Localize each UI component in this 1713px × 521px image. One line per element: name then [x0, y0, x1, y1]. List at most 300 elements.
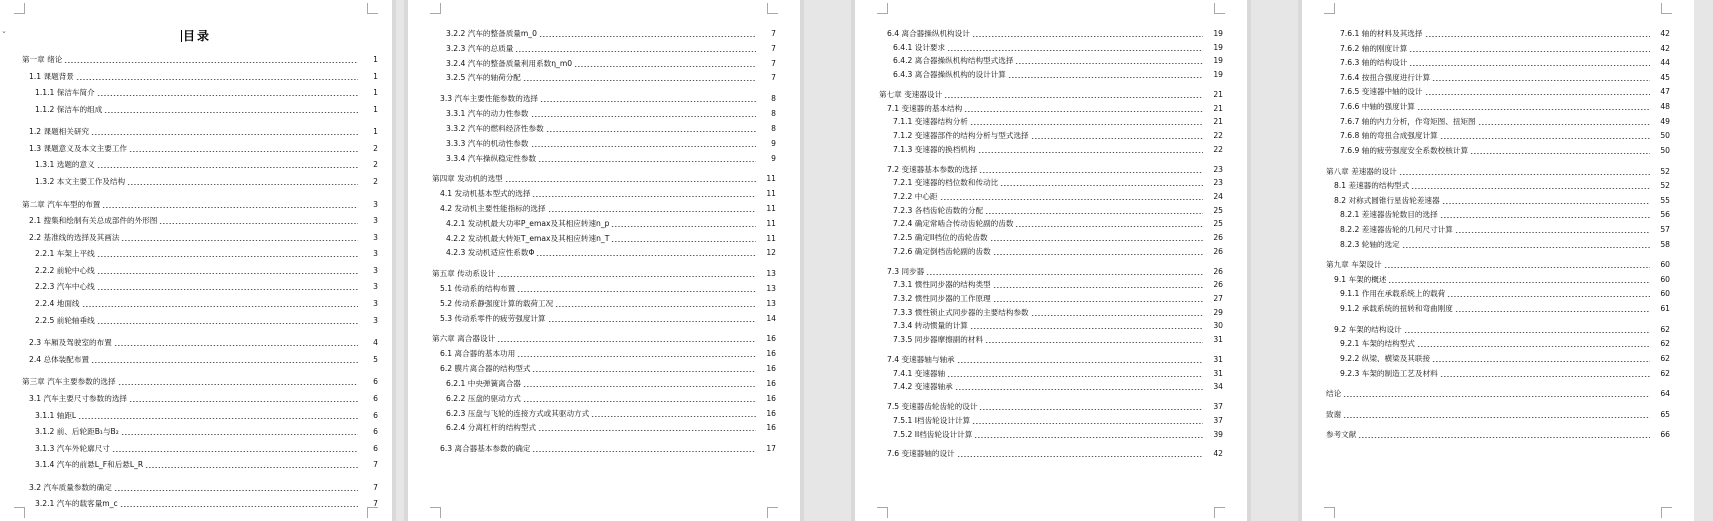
- dot-leader: [972, 36, 1203, 37]
- toc-entry[interactable]: [440, 349, 776, 359]
- toc-entry[interactable]: [887, 165, 1223, 175]
- toc-entry-title: 6.1 离合器的基本功用: [440, 349, 516, 358]
- dot-leader: [1425, 94, 1651, 95]
- dot-leader: [531, 116, 757, 117]
- toc-entry-title: 1.3 课题意义及本文主要工作: [29, 144, 128, 153]
- toc-entry-page-number: 57: [1660, 225, 1670, 234]
- toc-entry-title: 8.2 对称式圆锥行星齿轮差速器: [1334, 196, 1440, 205]
- dot-leader: [118, 384, 358, 385]
- toc-entry-title: 8.2.3 轮轴的选定: [1340, 240, 1400, 249]
- dot-leader: [1404, 332, 1650, 333]
- toc-entry[interactable]: [1340, 87, 1670, 97]
- toc-entry-title: 1.1.2 保洁车的组成: [35, 105, 103, 114]
- toc-entry[interactable]: [446, 124, 776, 134]
- toc-entry-title: 3.3.1 汽车的动力性参数: [446, 109, 529, 118]
- toc-entry[interactable]: [29, 144, 378, 154]
- toc-entry-page-number: 27: [1213, 294, 1223, 303]
- toc-entry-title: 7.2.4 确定常啮合传动齿轮副的齿数: [893, 219, 1014, 228]
- toc-entry-title: 7.4 变速器轴与轴承: [887, 355, 955, 364]
- toc-entry-page-number: 1: [373, 105, 378, 114]
- toc-entry-title: 7.1 变速器的基本结构: [887, 104, 963, 113]
- dot-leader: [1440, 138, 1650, 139]
- toc-entry[interactable]: [440, 204, 776, 214]
- toc-entry[interactable]: [1340, 146, 1670, 156]
- toc-entry[interactable]: [1326, 389, 1670, 399]
- toc-entry-page-number: 45: [1660, 73, 1670, 82]
- toc-entry[interactable]: [446, 379, 776, 389]
- toc-entry-page-number: 31: [1213, 355, 1223, 364]
- dot-leader: [955, 389, 1203, 390]
- toc-entry-title: 2.2 基准线的选择及其画法: [29, 233, 120, 242]
- toc-entry-title: 5.1 传动系的结构布置: [440, 284, 516, 293]
- toc-entry[interactable]: [887, 402, 1223, 412]
- toc-entry[interactable]: [1340, 339, 1670, 349]
- crop-mark: [430, 3, 441, 14]
- toc-entry-page-number: 7: [771, 44, 776, 53]
- toc-entry[interactable]: [1340, 117, 1670, 127]
- toc-entry[interactable]: [29, 483, 378, 493]
- toc-entry[interactable]: [1326, 430, 1670, 440]
- toc-entry-page-number: 19: [1213, 56, 1223, 65]
- toc-entry-page-number: 49: [1660, 117, 1670, 126]
- toc-entry-title: 7.6 变速器轴的设计: [887, 449, 955, 458]
- toc-entry[interactable]: [29, 216, 378, 226]
- toc-entry-page-number: 60: [1660, 289, 1670, 298]
- toc-entry[interactable]: [446, 109, 776, 119]
- toc-entry[interactable]: [22, 200, 378, 210]
- dot-leader: [532, 451, 756, 452]
- toc-entry-page-number: 6: [373, 411, 378, 420]
- toc-entry-title: 7.3.2 惯性同步器的工作原理: [893, 294, 991, 303]
- toc-entry-title: 2.2.2 前轮中心线: [35, 266, 95, 275]
- toc-entry[interactable]: [893, 178, 1223, 188]
- toc-entry-page-number: 9: [771, 154, 776, 163]
- toc-entry-page-number: 66: [1660, 430, 1670, 439]
- dot-leader: [940, 199, 1203, 200]
- dot-leader: [993, 301, 1203, 302]
- toc-entry-title: 第九章 车架设计: [1326, 260, 1382, 269]
- toc-entry-page-number: 2: [373, 177, 378, 186]
- dot-leader: [515, 51, 756, 52]
- toc-entry[interactable]: [29, 394, 378, 404]
- toc-entry[interactable]: [893, 294, 1223, 304]
- toc-entry[interactable]: [893, 131, 1223, 141]
- dot-leader: [1432, 80, 1650, 81]
- toc-entry-page-number: 1: [373, 72, 378, 81]
- dot-leader: [1417, 109, 1650, 110]
- toc-entry-title: 7.3.3 惯性锁止式同步器的主要结构参数: [893, 308, 1029, 317]
- toc-entry[interactable]: [446, 73, 776, 83]
- dot-leader: [926, 274, 1203, 275]
- toc-entry[interactable]: [35, 266, 378, 276]
- dot-leader: [1442, 203, 1650, 204]
- toc-entry-page-number: 25: [1213, 219, 1223, 228]
- toc-entry[interactable]: [446, 423, 776, 433]
- toc-entry[interactable]: [29, 355, 378, 365]
- dot-leader: [1440, 217, 1650, 218]
- toc-entry-title: 3.1.4 汽车的前悬L_F和后悬L_R: [35, 460, 144, 469]
- dot-leader: [97, 256, 358, 257]
- crop-mark: [877, 507, 888, 518]
- toc-entry[interactable]: [1340, 225, 1670, 235]
- toc-entry-page-number: 3: [373, 233, 378, 242]
- toc-entry-title: 7.3.1 惯性同步器的结构类型: [893, 280, 991, 289]
- toc-entry-page-number: 6: [373, 377, 378, 386]
- toc-entry-page-number: 2: [373, 144, 378, 153]
- toc-entry-title: 7.1.1 变速器结构分析: [893, 117, 968, 126]
- toc-entry-page-number: 37: [1213, 402, 1223, 411]
- toc-entry[interactable]: [1340, 44, 1670, 54]
- toc-entry-page-number: 42: [1660, 29, 1670, 38]
- toc-entry[interactable]: [432, 334, 776, 344]
- toc-entry-page-number: 4: [373, 338, 378, 347]
- toc-entry[interactable]: [35, 177, 378, 187]
- toc-entry[interactable]: [1340, 210, 1670, 220]
- toc-entry[interactable]: [432, 174, 776, 184]
- toc-entry[interactable]: [893, 219, 1223, 229]
- toc-entry-title: 7.6.8 轴的弯扭合成强度计算: [1340, 131, 1438, 140]
- dot-leader: [121, 434, 358, 435]
- dot-leader: [497, 276, 756, 277]
- dot-leader: [91, 362, 358, 363]
- toc-entry-page-number: 50: [1660, 146, 1670, 155]
- toc-entry[interactable]: [432, 269, 776, 279]
- toc-entry[interactable]: [893, 369, 1223, 379]
- toc-entry-title: 7.6.5 变速器中轴的设计: [1340, 87, 1423, 96]
- toc-entry-title: 3.2.1 汽车的载客量m_c: [35, 499, 118, 508]
- toc-entry-title: 2.1 搜集和绘制有关总成部件的外形图: [29, 216, 158, 225]
- toc-entry-title: 第四章 发动机的选型: [432, 174, 503, 183]
- toc-entry-title: 4.2 发动机主要性能指标的选择: [440, 204, 546, 213]
- dot-leader: [97, 289, 358, 290]
- crop-mark: [14, 3, 25, 14]
- dot-leader: [540, 101, 756, 102]
- toc-entry[interactable]: [893, 117, 1223, 127]
- toc-entry-page-number: 62: [1660, 339, 1670, 348]
- toc-entry[interactable]: [446, 248, 776, 258]
- toc-entry[interactable]: [35, 411, 378, 421]
- toc-entry-title: 6.2 膜片离合器的结构型式: [440, 364, 531, 373]
- toc-entry-title: 第一章 绪论: [22, 55, 63, 64]
- dot-leader: [112, 451, 358, 452]
- toc-entry-page-number: 7: [373, 499, 378, 508]
- toc-entry[interactable]: [893, 192, 1223, 202]
- toc-entry[interactable]: [440, 444, 776, 454]
- dot-leader: [1478, 124, 1650, 125]
- toc-entry[interactable]: [35, 444, 378, 454]
- toc-entry[interactable]: [1340, 58, 1670, 68]
- toc-entry-page-number: 16: [766, 409, 776, 418]
- toc-entry-title: 6.3 离合器基本参数的确定: [440, 444, 531, 453]
- toc-entry[interactable]: [893, 430, 1223, 440]
- toc-entry-page-number: 1: [373, 88, 378, 97]
- dot-leader: [97, 167, 358, 168]
- dot-leader: [531, 146, 757, 147]
- toc-entry[interactable]: [1340, 304, 1670, 314]
- toc-entry-page-number: 11: [766, 174, 776, 183]
- toc-entry[interactable]: [1340, 354, 1670, 364]
- toc-entry[interactable]: [35, 316, 378, 326]
- toc-entry-title: 9.2.2 纵梁、横梁及其联接: [1340, 354, 1431, 363]
- toc-entry[interactable]: [446, 44, 776, 54]
- toc-entry[interactable]: [35, 282, 378, 292]
- toc-entry-title: 6.2.1 中央弹簧离合器: [446, 379, 521, 388]
- toc-entry[interactable]: [893, 206, 1223, 216]
- toc-entry[interactable]: [446, 139, 776, 149]
- dot-leader: [97, 273, 358, 274]
- dot-leader: [127, 184, 358, 185]
- toc-entry-page-number: 3: [373, 299, 378, 308]
- toc-entry-title: 7.2.1 变速器的档位数和传动比: [893, 178, 999, 187]
- document-page-4: [1302, 0, 1694, 521]
- toc-entry-page-number: 34: [1213, 382, 1223, 391]
- toc-entry[interactable]: [35, 460, 378, 470]
- dot-leader: [957, 362, 1203, 363]
- toc-entry[interactable]: [440, 364, 776, 374]
- toc-entry-title: 8.2.1 差速器齿轮数目的选择: [1340, 210, 1438, 219]
- toc-entry-page-number: 31: [1213, 369, 1223, 378]
- toc-entry-title: 1.1 课题背景: [29, 72, 74, 81]
- toc-entry-title: 4.2.3 发动机适应性系数Φ: [446, 248, 535, 257]
- toc-entry-page-number: 5: [373, 355, 378, 364]
- toc-entry-title: 8.1 差速器的结构型式: [1334, 181, 1410, 190]
- toc-entry-page-number: 13: [766, 269, 776, 278]
- dot-leader: [536, 255, 756, 256]
- toc-entry[interactable]: [440, 284, 776, 294]
- toc-entry[interactable]: [29, 233, 378, 243]
- toc-entry-title: 第二章 汽车车型的布置: [22, 200, 101, 209]
- toc-entry[interactable]: [887, 29, 1223, 39]
- document-page-1: [0, 0, 392, 521]
- toc-entry[interactable]: [446, 219, 776, 229]
- toc-entry[interactable]: [1340, 289, 1670, 299]
- toc-entry-title: 3.1.1 轴距L: [35, 411, 77, 420]
- toc-entry-title: 3.3.4 汽车操纵稳定性参数: [446, 154, 537, 163]
- toc-entry-page-number: 47: [1660, 87, 1670, 96]
- toc-entry-page-number: 22: [1213, 131, 1223, 140]
- toc-entry[interactable]: [446, 234, 776, 244]
- toc-entry-title: 7.1.2 变速器部件的结构分析与型式选择: [893, 131, 1029, 140]
- dot-leader: [979, 409, 1203, 410]
- toc-entry[interactable]: [893, 335, 1223, 345]
- toc-entry-page-number: 6: [373, 427, 378, 436]
- toc-entry[interactable]: [1340, 102, 1670, 112]
- toc-entry-page-number: 19: [1213, 43, 1223, 52]
- toc-entry-page-number: 8: [771, 109, 776, 118]
- toc-entry-title: 7.6.1 轴的材料及其选择: [1340, 29, 1423, 38]
- toc-entry[interactable]: [29, 72, 378, 82]
- toc-entry-title: 5.3 传动系零件的疲劳强度计算: [440, 314, 546, 323]
- dot-leader: [970, 124, 1203, 125]
- dot-leader: [517, 356, 756, 357]
- toc-entry[interactable]: [1326, 167, 1670, 177]
- toc-entry-title: 6.2.4 分离杠杆的结构型式: [446, 423, 537, 432]
- toc-entry[interactable]: [1326, 260, 1670, 270]
- toc-entry-title: 7.4.1 变速器轴: [893, 369, 946, 378]
- toc-entry[interactable]: [35, 88, 378, 98]
- toc-entry-page-number: 13: [766, 299, 776, 308]
- dot-leader: [1411, 188, 1650, 189]
- toc-entry[interactable]: [893, 70, 1223, 80]
- toc-entry[interactable]: [893, 145, 1223, 155]
- toc-entry[interactable]: [446, 29, 776, 39]
- dot-leader: [979, 172, 1203, 173]
- toc-entry-title: 7.6.6 中轴的强度计算: [1340, 102, 1415, 111]
- toc-entry-page-number: 48: [1660, 102, 1670, 111]
- toc-entry[interactable]: [893, 308, 1223, 318]
- toc-entry[interactable]: [35, 427, 378, 437]
- toc-entry-page-number: 52: [1660, 167, 1670, 176]
- toc-entry[interactable]: [893, 247, 1223, 257]
- toc-entry-page-number: 26: [1213, 233, 1223, 242]
- toc-entry[interactable]: [1340, 73, 1670, 83]
- toc-entry-page-number: 17: [766, 444, 776, 453]
- toc-entry-title: 致谢: [1326, 410, 1342, 419]
- toc-entry-page-number: 6: [373, 394, 378, 403]
- dot-leader: [505, 181, 756, 182]
- toc-entry-page-number: 58: [1660, 240, 1670, 249]
- dot-leader: [102, 207, 358, 208]
- toc-entry-title: 6.4 离合器操纵机构设计: [887, 29, 970, 38]
- dot-leader: [1031, 315, 1203, 316]
- toc-entry-title: 3.1 汽车主要尺寸参数的选择: [29, 394, 128, 403]
- crop-mark: [430, 507, 441, 518]
- toc-entry-title: 1.2 课题相关研究: [29, 127, 90, 136]
- toc-entry-page-number: 11: [766, 219, 776, 228]
- toc-entry[interactable]: [893, 233, 1223, 243]
- toc-entry[interactable]: [1340, 369, 1670, 379]
- toc-entry[interactable]: [446, 409, 776, 419]
- toc-entry-title: 3.1.2 前、后轮距B₁与B₂: [35, 427, 119, 436]
- crop-mark: [1661, 3, 1672, 14]
- toc-entry-page-number: 62: [1660, 369, 1670, 378]
- toc-entry-page-number: 7: [771, 29, 776, 38]
- toc-entry-title: 3.3 汽车主要性能参数的选择: [440, 94, 539, 103]
- toc-entry[interactable]: [29, 338, 378, 348]
- toc-entry[interactable]: [887, 104, 1223, 114]
- document-page-2: [408, 0, 800, 521]
- toc-entry-title: 4.2.2 发动机最大转矩T_emax及其相应转速n_T: [446, 234, 610, 243]
- dot-leader: [159, 223, 358, 224]
- toc-entry[interactable]: [1340, 131, 1670, 141]
- toc-entry[interactable]: [887, 449, 1223, 459]
- toc-entry-page-number: 7: [373, 460, 378, 469]
- toc-entry-title: 4.2.1 发动机最大功率P_emax及其相应转速n_p: [446, 219, 610, 228]
- toc-entry[interactable]: [893, 280, 1223, 290]
- toc-entry[interactable]: [22, 55, 378, 65]
- toc-entry[interactable]: [893, 56, 1223, 66]
- dot-leader: [555, 306, 756, 307]
- toc-entry-page-number: 42: [1213, 449, 1223, 458]
- toc-entry-title: 7.1.3 变速器的换档机构: [893, 145, 976, 154]
- toc-entry-page-number: 19: [1213, 29, 1223, 38]
- toc-entry-page-number: 16: [766, 423, 776, 432]
- toc-entry[interactable]: [440, 299, 776, 309]
- dot-leader: [114, 345, 358, 346]
- dot-leader: [1015, 226, 1203, 227]
- toc-entry[interactable]: [1340, 29, 1670, 39]
- dot-leader: [978, 152, 1204, 153]
- toc-entry[interactable]: [887, 355, 1223, 365]
- toc-entry-title: 第三章 汽车主要参数的选择: [22, 377, 116, 386]
- toc-entry[interactable]: [440, 94, 776, 104]
- toc-entry[interactable]: [35, 299, 378, 309]
- dot-leader: [574, 66, 756, 67]
- dot-leader: [64, 62, 358, 63]
- toc-entry[interactable]: [446, 154, 776, 164]
- toc-entry[interactable]: [893, 382, 1223, 392]
- toc-entry[interactable]: [1334, 196, 1670, 206]
- toc-entry-title: 7.3.5 同步器摩擦副的材料: [893, 335, 984, 344]
- dot-leader: [1470, 153, 1650, 154]
- toc-entry[interactable]: [35, 160, 378, 170]
- dot-leader: [523, 80, 756, 81]
- toc-entry[interactable]: [440, 314, 776, 324]
- toc-entry-title: 3.1.3 汽车外轮廓尺寸: [35, 444, 110, 453]
- toc-entry[interactable]: [893, 416, 1223, 426]
- toc-entry[interactable]: [35, 105, 378, 115]
- toc-entry[interactable]: [446, 394, 776, 404]
- dot-leader: [1402, 247, 1650, 248]
- toc-entry[interactable]: [879, 90, 1223, 100]
- toc-entry-title: 7.2.6 确定倒档齿轮副的齿数: [893, 247, 991, 256]
- toc-entry[interactable]: [1340, 240, 1670, 250]
- toc-entry-page-number: 55: [1660, 196, 1670, 205]
- dot-leader: [523, 386, 756, 387]
- crop-mark: [1214, 507, 1225, 518]
- toc-entry[interactable]: [1334, 275, 1670, 285]
- toc-entry[interactable]: [35, 249, 378, 259]
- toc-entry[interactable]: [887, 267, 1223, 277]
- dot-leader: [985, 342, 1203, 343]
- dot-leader: [548, 321, 756, 322]
- toc-entry-title: 2.2.5 前轮轴垂线: [35, 316, 95, 325]
- toc-entry-title: 7.2.3 各档齿轮齿数的分配: [893, 206, 984, 215]
- toc-entry-page-number: 2: [373, 160, 378, 169]
- toc-entry[interactable]: [1326, 410, 1670, 420]
- dot-leader: [947, 50, 1203, 51]
- toc-entry[interactable]: [29, 127, 378, 137]
- toc-entry-page-number: 8: [771, 124, 776, 133]
- toc-entry-page-number: 62: [1660, 354, 1670, 363]
- toc-entry[interactable]: [440, 189, 776, 199]
- toc-entry[interactable]: [893, 43, 1223, 53]
- toc-entry[interactable]: [1334, 181, 1670, 191]
- toc-entry-title: 3.2.3 汽车的总质量: [446, 44, 514, 53]
- toc-entry-page-number: 23: [1213, 178, 1223, 187]
- toc-entry-page-number: 31: [1213, 335, 1223, 344]
- toc-entry-page-number: 3: [373, 282, 378, 291]
- toc-entry[interactable]: [35, 499, 378, 509]
- toc-entry[interactable]: [893, 321, 1223, 331]
- toc-entry-title: 7.6.3 轴的结构设计: [1340, 58, 1408, 67]
- toc-entry-title: 2.2.4 地面线: [35, 299, 80, 308]
- dot-leader: [91, 134, 358, 135]
- toc-entry[interactable]: [22, 377, 378, 387]
- toc-entry[interactable]: [446, 59, 776, 69]
- toc-entry-page-number: 11: [766, 234, 776, 243]
- dot-leader: [539, 36, 756, 37]
- toc-entry[interactable]: [1334, 325, 1670, 335]
- crop-mark: [14, 507, 25, 518]
- dot-leader: [1455, 232, 1650, 233]
- dot-leader: [947, 376, 1203, 377]
- toc-entry-title: 7.6.4 按扭合强度进行计算: [1340, 73, 1431, 82]
- crop-mark: [767, 3, 778, 14]
- dot-leader: [985, 213, 1203, 214]
- toc-entry-title: 7.5 变速器齿轮齿轮的设计: [887, 402, 978, 411]
- toc-title[interactable]: 目录: [182, 29, 211, 43]
